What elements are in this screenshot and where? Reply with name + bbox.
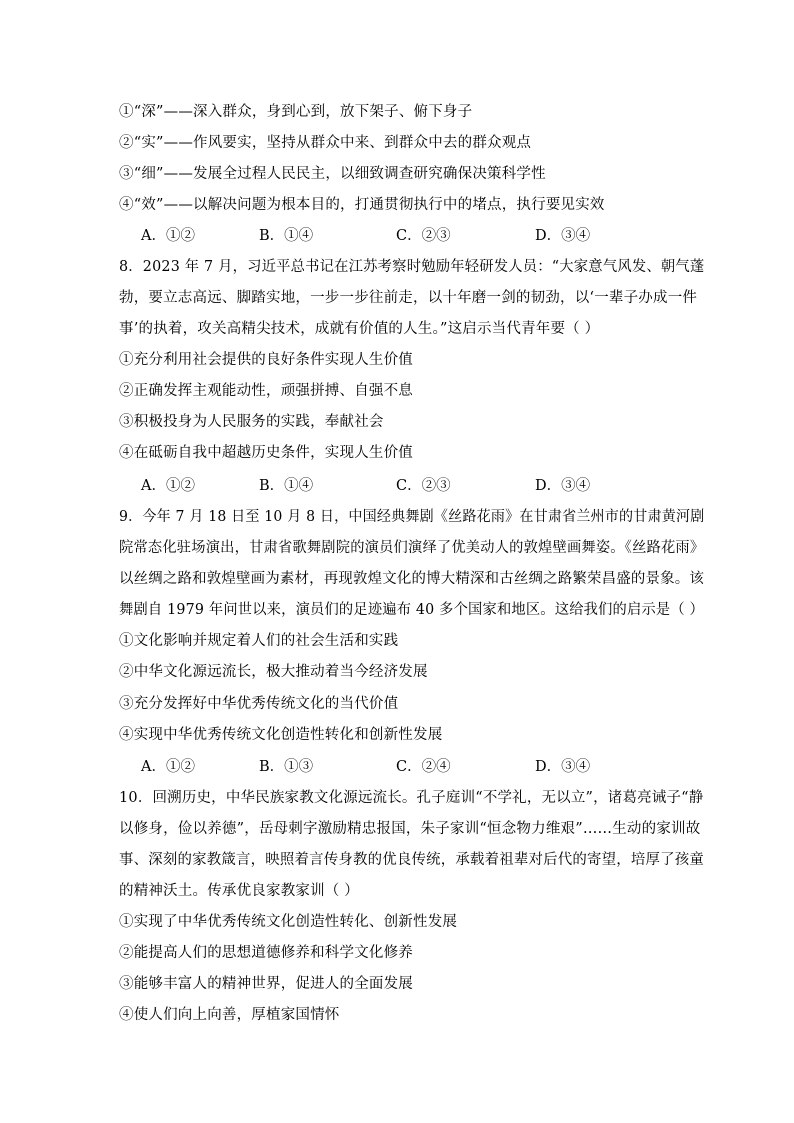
q8-option-d: D．③④ bbox=[535, 478, 591, 494]
q8-stem-line-2: 勃，要立志高远、脚踏实地，一步一步往前走，以十年磨一剑的韧劲，以‘一辈子办成一件 bbox=[119, 290, 698, 306]
q9-option-b: B．①③ bbox=[259, 759, 314, 775]
q9-item-2: ②中华文化源远流长，极大推动着当今经济发展 bbox=[119, 664, 428, 680]
q10-item-3: ③能够丰富人的精神世界，促进人的全面发展 bbox=[119, 976, 413, 992]
q8-stem-line-1: 8．2023 年 7 月，习近平总书记在江苏考察时勉励年轻研发人员：“大家意气风发、朝气蓬 bbox=[119, 259, 705, 275]
q10-item-4: ④使人们向上向善，厚植家国情怀 bbox=[119, 1007, 340, 1023]
q7-item-2: ②“实”——作风要实，坚持从群众中来、到群众中去的群众观点 bbox=[119, 135, 532, 151]
q10-stem-line-4: 的精神沃土。传承优良家教家训（ ） bbox=[119, 883, 360, 899]
q9-option-a: A．①② bbox=[141, 759, 195, 775]
q10-stem-line-2: 以修身，俭以养德”，岳母刺字激励精忠报国，朱子家训“恒念物力维艰”……生动的家训故 bbox=[119, 821, 701, 837]
q10-item-1: ①实现了中华优秀传统文化创造性转化、创新性发展 bbox=[119, 914, 458, 930]
q7-item-1: ①“深”——深入群众，身到心到，放下架子、俯下身子 bbox=[119, 104, 473, 120]
q8-option-a: A．①② bbox=[141, 478, 195, 494]
q7-option-b: B．①④ bbox=[259, 228, 314, 244]
q9-item-4: ④实现中华优秀传统文化创造性转化和创新性发展 bbox=[119, 727, 443, 743]
q7-item-4: ④“效”——以解决问题为根本目的，打通贯彻执行中的堵点，执行要见实效 bbox=[119, 197, 605, 213]
q10-item-2: ②能提高人们的思想道德修养和科学文化修养 bbox=[119, 945, 413, 961]
q9-stem-line-4: 舞剧自 1979 年问世以来，演员们的足迹遍布 40 多个国家和地区。这给我们的启示是（ ） bbox=[119, 602, 704, 618]
q9-option-d: D．③④ bbox=[535, 759, 591, 775]
q9-option-c: C．②④ bbox=[396, 759, 451, 775]
q8-item-1: ①充分利用社会提供的良好条件实现人生价值 bbox=[119, 352, 413, 368]
q7-item-3: ③“细”——发展全过程人民民主，以细致调查研究确保决策科学性 bbox=[119, 166, 546, 182]
q7-option-c: C．②③ bbox=[396, 228, 451, 244]
q8-option-b: B．①④ bbox=[259, 478, 314, 494]
q8-item-4: ④在砥砺自我中超越历史条件，实现人生价值 bbox=[119, 445, 413, 461]
q8-stem-line-3: 事’的执着，攻关高精尖技术，成就有价值的人生。”这启示当代青年要（ ） bbox=[119, 321, 600, 337]
q9-item-1: ①文化影响并规定着人们的社会生活和实践 bbox=[119, 633, 399, 649]
q9-stem-line-2: 院常态化驻场演出，甘肃省歌舞剧院的演员们演绎了优美动人的敦煌壁画舞姿。《丝路花雨》 bbox=[119, 540, 705, 556]
q9-stem-line-3: 以丝绸之路和敦煌壁画为素材，再现敦煌文化的博大精深和古丝绸之路繁荣昌盛的景象。该 bbox=[119, 571, 705, 587]
q8-option-c: C．②③ bbox=[396, 478, 451, 494]
q9-stem-line-1: 9．今年 7 月 18 日至 10 月 8 日，中国经典舞剧《丝路花雨》在甘肃省兰州市的甘肃黄河剧 bbox=[119, 509, 705, 525]
q10-stem-line-1: 10．回溯历史，中华民族家教文化源远流长。孔子庭训“不学礼，无以立”，诸葛亮诫子“静 bbox=[119, 790, 704, 806]
q8-item-2: ②正确发挥主观能动性，顽强拼搏、自强不息 bbox=[119, 383, 413, 399]
q7-option-d: D．③④ bbox=[535, 228, 591, 244]
q8-item-3: ③积极投身为人民服务的实践，奉献社会 bbox=[119, 414, 384, 430]
q7-option-a: A．①② bbox=[141, 228, 195, 244]
q10-stem-line-3: 事、深刻的家教箴言，映照着言传身教的优良传统，承载着祖辈对后代的寄望，培厚了孩童 bbox=[119, 852, 705, 868]
q9-item-3: ③充分发挥好中华优秀传统文化的当代价值 bbox=[119, 696, 399, 712]
